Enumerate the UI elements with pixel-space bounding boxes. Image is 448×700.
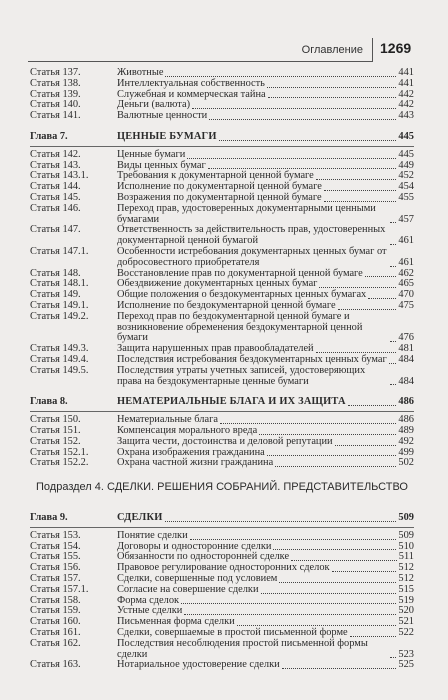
article-number: Статья 162.	[30, 637, 81, 649]
article-number: Статья 142.	[30, 148, 81, 160]
article-number: Статья 141.	[30, 110, 81, 122]
dot-leader	[267, 86, 396, 88]
entry-page: 454	[398, 181, 414, 193]
dot-leader	[390, 221, 396, 223]
entry-page: 486	[398, 414, 414, 426]
toc-entry	[30, 458, 414, 469]
article-number: Статья 149.3.	[30, 343, 89, 355]
entry-title: Интеллектуальная собственность	[117, 77, 265, 89]
entry-title: Договоры и односторонние сделки	[117, 540, 272, 552]
entry-title: Согласие на совершение сделки	[117, 583, 259, 595]
toc-entry	[30, 111, 414, 122]
article-number: Статья 147.1.	[30, 245, 89, 257]
article-number: Статья 156.	[30, 562, 81, 574]
entry-title: Нотариальное удостоверение сделки	[117, 659, 280, 671]
toc-entry	[30, 366, 414, 388]
entry-line	[117, 458, 414, 469]
entry-page: 442	[398, 88, 414, 100]
entry-title: Требования к документарной ценной бумаге	[117, 170, 314, 182]
article-number: Статья 145.	[30, 191, 81, 203]
toc-entry	[30, 79, 414, 90]
article-number: Статья 153.	[30, 529, 81, 541]
dot-leader	[187, 157, 396, 159]
entry-title: Охрана изображения гражданина	[117, 446, 265, 458]
article-number: Глава 8.	[30, 396, 68, 408]
entry-title: Письменная форма сделки	[117, 616, 235, 628]
entry-title: Виды ценных бумаг	[117, 159, 206, 171]
entry-title: Устные сделки	[117, 605, 183, 617]
article-number: Статья 143.	[30, 159, 81, 171]
dot-leader	[165, 75, 396, 77]
entry-title: ЦЕННЫЕ БУМАГИ	[117, 130, 217, 142]
dot-leader	[208, 167, 397, 169]
entry-page: 525	[398, 659, 414, 671]
entry-title: Обездвижение документарных ценных бумаг	[117, 278, 318, 290]
entry-page: 461	[398, 256, 414, 268]
entry-page: 509	[398, 512, 414, 524]
dot-leader	[389, 362, 397, 364]
article-number: Глава 9.	[30, 512, 68, 524]
entry-line	[117, 366, 414, 388]
chapter-rule	[30, 146, 414, 147]
entry-line	[117, 660, 414, 671]
article-number: Статья 155.	[30, 551, 81, 563]
dot-leader	[261, 592, 397, 594]
toc-entry	[30, 585, 414, 596]
article-number: Статья 146.	[30, 202, 81, 214]
chapter-8	[30, 387, 414, 412]
article-number: Статья 154.	[30, 540, 81, 552]
article-number: Статья 157.	[30, 573, 81, 585]
toc-entry	[30, 204, 414, 226]
entry-title: НЕМАТЕРИАЛЬНЫЕ БЛАГА И ИХ ЗАЩИТА	[117, 396, 346, 408]
entry-line	[117, 312, 414, 344]
entry-title: Защита чести, достоинства и деловой репутации	[117, 435, 333, 447]
dot-leader	[219, 139, 397, 141]
chapter-row	[30, 513, 414, 524]
article-number: Статья 148.1.	[30, 278, 89, 290]
toc-block-animals	[30, 68, 414, 122]
entry-page: 475	[398, 299, 414, 311]
entry-title: Понятие сделки	[117, 529, 188, 541]
article-number: Статья 149.4.	[30, 353, 89, 365]
article-number: Статья 159.	[30, 605, 81, 617]
article-number: Статья 149.1.	[30, 299, 89, 311]
entry-page: 486	[398, 396, 414, 408]
entry-page: 470	[398, 289, 414, 301]
subsection-heading: Подраздел 4. СДЕЛКИ. РЕШЕНИЯ СОБРАНИЙ. ПРЕДСТАВИТЕЛЬСТВО	[36, 481, 408, 494]
toc-entry	[30, 437, 414, 448]
entry-title: Последствия истребования бездокументарных ценных бумаг	[117, 353, 387, 365]
entry-line	[117, 247, 414, 269]
article-number: Статья 157.1.	[30, 583, 89, 595]
article-number: Статья 149.	[30, 289, 81, 301]
article-number: Статья 161.	[30, 627, 81, 639]
entry-line	[117, 204, 414, 226]
table-of-contents	[30, 68, 414, 671]
entry-page: 441	[398, 77, 414, 89]
entry-line	[117, 150, 414, 161]
dot-leader	[181, 602, 396, 604]
chapter-row	[30, 132, 414, 143]
article-number: Статья 158.	[30, 594, 81, 606]
article-number: Статья 137.	[30, 67, 81, 78]
dot-leader	[190, 538, 397, 540]
entry-title: Особенности истребования документарных ценных бумаг от добросовестного приобретателя	[117, 245, 387, 268]
entry-title: Последствия утраты учетных записей, удостоверяющих права на бездокументарные ценные бумаги	[117, 364, 366, 387]
entry-title: Ответственность за действительность прав, удостоверенных документарной ценной бумагой	[117, 224, 386, 247]
entry-title: Переход прав по бездокументарной ценной бумаге и возникновение обременения бездокументарной ценной бумаги	[117, 310, 363, 344]
dot-leader	[338, 308, 397, 310]
article-number: Статья 140.	[30, 99, 81, 111]
entry-page: 515	[398, 583, 414, 595]
entry-title: Сделки, совершенные под условием	[117, 573, 278, 585]
toc-entry	[30, 596, 414, 607]
dot-leader	[319, 286, 396, 288]
entry-title: Компенсация морального вреда	[117, 424, 258, 436]
entry-line	[117, 79, 414, 90]
dot-leader	[390, 265, 396, 267]
entry-page: 484	[398, 353, 414, 365]
entry-page: 443	[398, 110, 414, 122]
article-number: Статья 149.5.	[30, 364, 89, 376]
entry-line	[117, 639, 414, 661]
dot-leader	[273, 548, 396, 550]
entry-title: Ценные бумаги	[117, 148, 186, 160]
entry-title: Переход прав, удостоверенных документарными ценными бумагами	[117, 202, 376, 225]
entry-page: 441	[398, 67, 414, 78]
dot-leader	[368, 297, 396, 299]
entry-title: Исполнение по документарной ценной бумаге	[117, 181, 322, 193]
article-number: Статья 144.	[30, 181, 81, 193]
entry-title: Валютные ценности	[117, 110, 208, 122]
entry-title: Охрана частной жизни гражданина	[117, 457, 274, 469]
chapter-7	[30, 122, 414, 147]
entry-page: 465	[398, 278, 414, 290]
entry-title: Защита нарушенных прав правообладателей	[117, 343, 314, 355]
entry-line	[117, 513, 414, 524]
entry-page: 461	[398, 235, 414, 247]
toc-block-securities	[30, 150, 414, 388]
toc-entry	[30, 639, 414, 661]
article-number: Статья 149.2.	[30, 310, 89, 322]
spacer	[30, 503, 414, 509]
entry-title: Правовое регулирование односторонних сделок	[117, 562, 330, 574]
entry-page: 452	[398, 170, 414, 182]
entry-page: 445	[398, 148, 414, 160]
entry-title: Сделки, совершаемые в простой письменной форме	[117, 627, 348, 639]
entry-title: Обязанности по односторонней сделке	[117, 551, 290, 563]
dot-leader	[220, 422, 396, 424]
entry-page: 484	[398, 375, 414, 387]
article-number: Статья 163.	[30, 659, 81, 671]
toc-block-transactions	[30, 531, 414, 671]
entry-page: 522	[398, 627, 414, 639]
dot-leader	[291, 559, 397, 561]
dot-leader	[335, 444, 397, 446]
dot-leader	[275, 465, 396, 467]
dot-leader	[350, 635, 397, 637]
entry-page: 442	[398, 99, 414, 111]
dot-leader	[259, 433, 396, 435]
spacer	[30, 122, 414, 128]
entry-page: 455	[398, 191, 414, 203]
article-number: Статья 152.2.	[30, 457, 89, 469]
dot-leader	[316, 351, 397, 353]
entry-page: 512	[398, 573, 414, 585]
article-number: Статья 151.	[30, 424, 81, 436]
article-number: Статья 138.	[30, 77, 81, 89]
entry-title: Возражения по документарной ценной бумаге	[117, 191, 322, 203]
chapter-rule	[30, 411, 414, 412]
entry-page: 462	[398, 267, 414, 279]
toc-entry	[30, 90, 414, 101]
entry-page: 499	[398, 446, 414, 458]
running-header	[0, 38, 448, 62]
toc-block-intangible	[30, 415, 414, 469]
entry-title: Служебная и коммерческая тайна	[117, 88, 266, 100]
chapter-9	[30, 503, 414, 528]
entry-title: Восстановление прав по документарной ценной бумаге	[117, 267, 363, 279]
article-number: Статья 160.	[30, 616, 81, 628]
article-number: Глава 7.	[30, 130, 68, 142]
article-number: Статья 143.1.	[30, 170, 89, 182]
entry-line	[117, 132, 414, 143]
spacer	[30, 387, 414, 393]
dot-leader	[279, 581, 396, 583]
article-number: Статья 147.	[30, 224, 81, 236]
entry-title: Общие положения о бездокументарных ценных бумагах	[117, 289, 367, 301]
dot-leader	[192, 107, 396, 109]
article-number: Статья 152.1.	[30, 446, 89, 458]
article-number: Статья 150.	[30, 414, 81, 426]
dot-leader	[324, 200, 397, 202]
article-number: Статья 148.	[30, 267, 81, 279]
entry-page: 476	[398, 332, 414, 344]
entry-line	[117, 225, 414, 247]
toc-entry	[30, 660, 414, 671]
toc-entry	[30, 150, 414, 161]
entry-line	[117, 437, 414, 448]
toc-entry	[30, 100, 414, 111]
dot-leader	[348, 404, 397, 406]
dot-leader	[237, 624, 397, 626]
toc-entry	[30, 225, 414, 247]
dot-leader	[184, 613, 396, 615]
dot-leader	[390, 383, 396, 385]
entry-page: 489	[398, 424, 414, 436]
header-rule	[28, 61, 373, 62]
entry-title: Исполнение по бездокументарной ценной бумаге	[117, 299, 336, 311]
dot-leader	[209, 118, 396, 120]
entry-title: СДЕЛКИ	[117, 512, 163, 524]
dot-leader	[316, 178, 397, 180]
dot-leader	[390, 656, 396, 658]
entry-page: 519	[398, 594, 414, 606]
chapter-row	[30, 397, 414, 408]
entry-page: 512	[398, 562, 414, 574]
chapter-rule	[30, 527, 414, 528]
dot-leader	[268, 96, 397, 98]
dot-leader	[390, 243, 396, 245]
page-number: 1269	[380, 40, 412, 56]
entry-page: 457	[398, 213, 414, 225]
section-title: Оглавление	[301, 44, 363, 56]
entry-page: 523	[398, 648, 414, 660]
dot-leader	[390, 340, 396, 342]
article-number: Статья 152.	[30, 435, 81, 447]
toc-entry	[30, 247, 414, 269]
header-separator	[372, 38, 373, 62]
article-number: Статья 139.	[30, 88, 81, 100]
dot-leader	[324, 189, 397, 191]
entry-page: 449	[398, 159, 414, 171]
dot-leader	[332, 570, 397, 572]
dot-leader	[165, 520, 397, 522]
dot-leader	[267, 454, 397, 456]
entry-page: 502	[398, 457, 414, 469]
entry-title: Последствия несоблюдения простой письменной формы сделки	[117, 637, 368, 660]
entry-page: 509	[398, 529, 414, 541]
entry-line	[117, 397, 414, 408]
entry-title: Нематериальные блага	[117, 414, 218, 426]
entry-page: 510	[398, 540, 414, 552]
entry-line	[117, 111, 414, 122]
entry-page: 492	[398, 435, 414, 447]
dot-leader	[365, 275, 397, 277]
entry-page: 511	[398, 551, 414, 563]
entry-title: Деньги (валюта)	[117, 99, 191, 111]
dot-leader	[282, 667, 397, 669]
entry-title: Форма сделок	[117, 594, 180, 606]
entry-page: 481	[398, 343, 414, 355]
entry-page: 521	[398, 616, 414, 628]
entry-page: 445	[398, 130, 414, 142]
entry-page: 520	[398, 605, 414, 617]
toc-entry	[30, 312, 414, 344]
entry-title: Животные	[117, 67, 164, 78]
